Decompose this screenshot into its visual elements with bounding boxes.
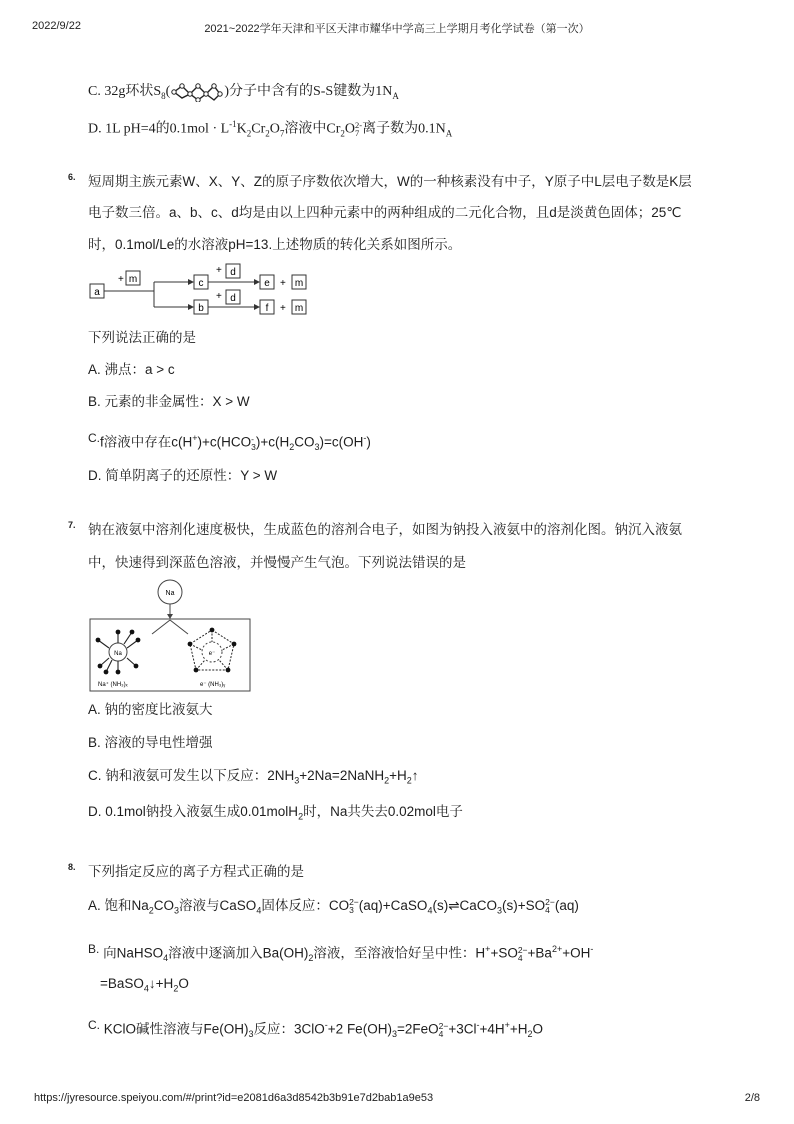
svg-text:d: d — [230, 293, 236, 304]
svg-text:f: f — [265, 303, 269, 314]
svg-text:Na: Na — [165, 590, 175, 597]
q6-option-c: C.f溶液中存在c(H+)+c(HCO- $3)+c(H_2CO_3)=c(OH^-)$ — [88, 430, 371, 453]
question-number: 8. — [68, 862, 76, 872]
q8-option-b: B. 向NaHSO$_4$溶液中逐滴加入$Ba(OH)_2$溶液，至溶液恰好呈中性：H++SO2− $4 +Ba^{2+}+OH^-$ — [88, 941, 594, 964]
q7-option-b: B. 溶液的导电性增强 — [88, 735, 213, 750]
q8-option-a: A. 饱和$Na_2CO_3$溶液与CaSO$_4$固体反应：CO2− 3 (aq)+CaSO$_4$(s)⇌CaCO$_3$(s)+SO2− 4 (aq) — [88, 897, 579, 916]
svg-text:m: m — [128, 274, 138, 285]
q6-option-d: D. 简单阴离子的还原性：Y > W — [88, 468, 278, 483]
q6-option-a: A. 沸点：a > c — [88, 362, 175, 377]
q7-solvation-diagram — [88, 578, 254, 692]
q6-stem-line3: 时，0.1mol/Le的水溶液pH=13.上述物质的转化关系如图所示。 — [88, 237, 462, 252]
question-number: 6. — [68, 172, 76, 182]
svg-text:e: e — [264, 278, 270, 289]
q6-prompt: 下列说法正确的是 — [88, 330, 196, 345]
svg-text:m: m — [294, 303, 304, 314]
q6-stem-line1: 短周期主族元素W、X、Y、Z的原子序数依次增大，W的一种核素没有中子，Y原子中L层电子数是K层 — [88, 174, 692, 189]
svg-text:a: a — [94, 287, 100, 298]
q5-option-d: D. 1L pH=4的$0.1mol \cdot L^{-1}K_2Cr_2O_7$溶液中$Cr_2O2-$ 7 离子数为$0.1N_A$ — [88, 119, 453, 139]
svg-text:b: b — [198, 303, 204, 314]
svg-text:+: + — [216, 291, 222, 302]
svg-text:Na⁺ (NH₃)ₓ: Na⁺ (NH₃)ₓ — [98, 682, 128, 688]
print-url: https://jyresource.speiyou.com/#/print?id=e2081d6a3d8542b3b91e7d2bab1a9e53 — [34, 1092, 434, 1104]
q6-stem-line2: 电子数三倍。a、b、c、d均是由以上四种元素中的两种组成的二元化合物，且d是淡黄色固体；25℃ — [88, 205, 682, 220]
svg-text:+: + — [118, 274, 124, 285]
q6-option-b: B. 元素的非金属性：X > W — [88, 394, 250, 409]
q7-option-c: C. 钠和液氨可发生以下反应：$2NH_3+2Na=2NaNH_2+H_2↑$ — [88, 768, 419, 786]
print-date: 2022/9/22 — [32, 20, 81, 32]
svg-text:+: + — [216, 265, 222, 276]
q7-stem-line2: 中，快速得到深蓝色溶液，并慢慢产生气泡。下列说法错误的是 — [88, 555, 466, 570]
q8-stem: 下列指定反应的离子方程式正确的是 — [88, 864, 304, 879]
q7-option-a: A. 钠的密度比液氨大 — [88, 702, 213, 717]
q8-option-c: C. KClO碱性溶液与$Fe(OH)_3$反应：3ClO-+2 $Fe(OH)_3=2FeO2-$ $4 +3Cl^-+4H^++H_2O$ — [88, 1017, 544, 1040]
page-number: 2/8 — [744, 1092, 760, 1104]
svg-text:+: + — [280, 303, 286, 314]
q7-stem-line1: 钠在液氨中溶剂化速度极快，生成蓝色的溶剂合电子，如图为钠投入液氨中的溶剂化图。钠沉入液氨 — [88, 522, 682, 537]
svg-text:Na: Na — [114, 651, 122, 657]
svg-text:e⁻ (NH₃)ᵧ: e⁻ (NH₃)ᵧ — [200, 682, 226, 688]
s8-ring-icon — [170, 82, 224, 102]
q8-option-b-line2: $=BaSO_4↓+H_2O$ — [100, 976, 189, 994]
svg-text:c: c — [198, 278, 204, 289]
svg-text:+: + — [280, 278, 286, 289]
question-number: 7. — [68, 520, 76, 530]
document-title: 2021~2022学年天津和平区天津市耀华中学高三上学期月考化学试卷（第一次） — [204, 23, 590, 35]
q7-option-d: D. 0.1mol钠投入液氨生成0.01molH$_2$时，Na共失去0.02mol电子 — [88, 804, 463, 822]
q5-option-c: C. 32g环状$S_8$( )分子中含有的S-S键数为$1N_A$ — [88, 82, 399, 106]
q6-transformation-diagram — [88, 262, 328, 320]
svg-text:d: d — [230, 267, 236, 278]
svg-text:e⁻: e⁻ — [208, 651, 216, 657]
svg-text:m: m — [294, 278, 304, 289]
